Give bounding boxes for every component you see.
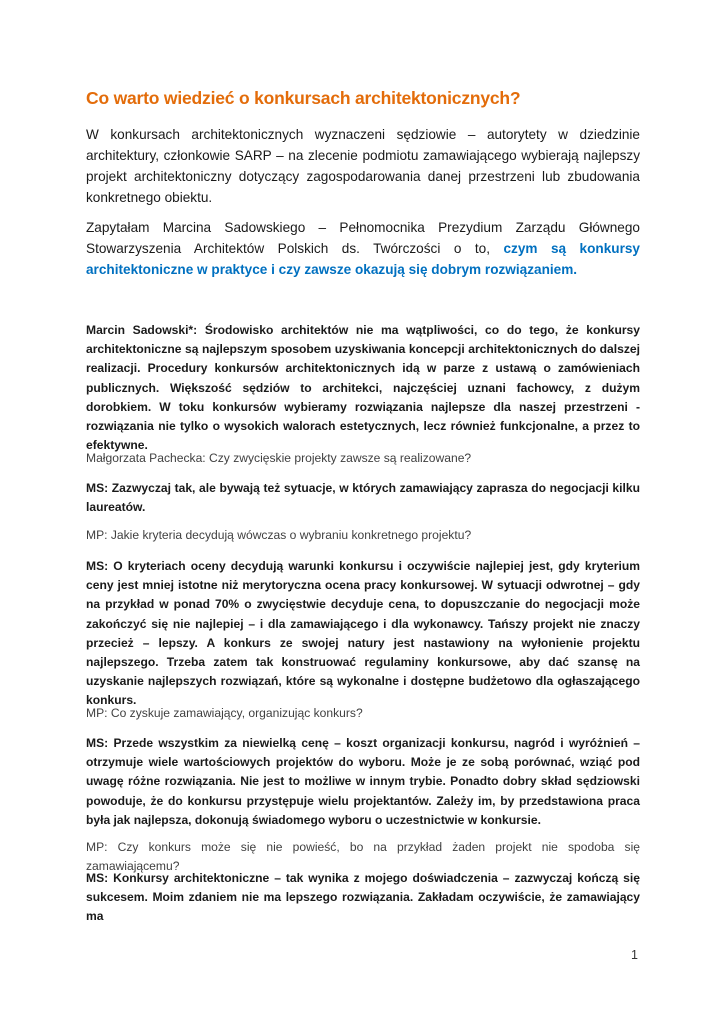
answer-paragraph: MS: Przede wszystkim za niewielką cenę – koszt organizacji konkursu, nagród i wyróżnień – otrzymuje wiele wartościowych projektów do wyboru. Może je ze sobą porównać, wziąć pod uwagę różne rozwiązania. Nie jest to możliwe w innym trybie. Ponadto dobry skład sędziowski powoduje, że do konkursu przystępuje wielu projektantów. Zależy im, by przedstawiona praca była jak najlepsza, dokonują świadomego wyboru o uczestnictwie w konkursie. — [86, 736, 640, 827]
question-paragraph: MP: Czy konkurs może się nie powieść, bo na przykład żaden projekt nie spodoba się zamawiającemu? — [86, 840, 640, 874]
question-paragraph: MP: Co zyskuje zamawiający, organizując konkurs? — [86, 706, 363, 720]
answer-paragraph: MS: Zazwyczaj tak, ale bywają też sytuacje, w których zamawiający zaprasza do negocjacji kilku laureatów. — [86, 481, 640, 515]
answer-paragraph: MS: O kryteriach oceny decydują warunki konkursu i oczywiście najlepiej jest, gdy kryterium ceny jest mniej istotne niż merytoryczna ocena pracy konkursowej. W sytuacji odwrotnej – gdy na przykład w ponad 70% o zwycięstwie decyduje cena, to dopuszczanie do negocjacji może zakończyć się nie najlepiej – i dla zamawiającego i dla wykonawcy. Tańszy projekt nie znaczy przecież – lepszy. A konkurs ze swojej natury jest nastawiony na wyłonienie projektu najlepszego. Trzeba zatem tak konstruować regulaminy konkursowe, aby dać szansę na uzyskanie najlepszych rozwiązań, które są wykonalne i dostępne budżetowo dla ogłaszającego konkurs. — [86, 559, 640, 708]
intro-text: Zapytałam Marcina Sadowskiego – Pełnomocnika Prezydium Zarządu Głównego Stowarzyszenia Architektów Polskich ds. Twórczości o to, — [86, 220, 640, 256]
page-number: 1 — [631, 948, 638, 962]
question-paragraph: MP: Jakie kryteria decydują wówczas o wybraniu konkretnego projektu? — [86, 528, 472, 542]
answer-paragraph: MS: Konkursy architektoniczne – tak wynika z mojego doświadczenia – zazwyczaj kończą się sukcesem. Moim zdaniem nie ma lepszego rozwiązania. Zakładam oczywiście, że zamawiający ma — [86, 871, 640, 924]
question-paragraph: Małgorzata Pachecka: Czy zwycięskie projekty zawsze są realizowane? — [86, 451, 472, 465]
article-title: Co warto wiedzieć o konkursach architektonicznych? — [86, 88, 521, 108]
intro-paragraph: W konkursach architektonicznych wyznaczeni sędziowie – autorytety w dziedzinie architektury, członkowie SARP – na zlecenie podmiotu zamawiającego wybierają najlepszy projekt architektoniczny dotyczący zagospodarowania danej przestrzeni lub zbudowania konkretnego obiektu. — [86, 127, 640, 205]
intro-paragraph-question — [86, 217, 640, 280]
highlighted-question: czym są konkursy architektoniczne w praktyce i czy zawsze okazują się dobrym rozwiązaniem. — [86, 241, 640, 277]
answer-paragraph: Marcin Sadowski*: Środowisko architektów nie ma wątpliwości, co do tego, że konkursy architektoniczne są najlepszym sposobem uzyskiwania koncepcji architektonicznych do dalszej realizacji. Procedury konkursów architektonicznych idą w parze z ustawą o zamówieniach publicznych. Większość sędziów to architekci, najczęściej uznani fachowcy, z dużym dorobkiem. W toku konkursów wybieramy rozwiązania najlepsze dla naszej przestrzeni - rozwiązania nie tylko o wysokich walorach estetycznych, lecz również funkcjonalne, a przez to efektywne. — [86, 323, 640, 453]
